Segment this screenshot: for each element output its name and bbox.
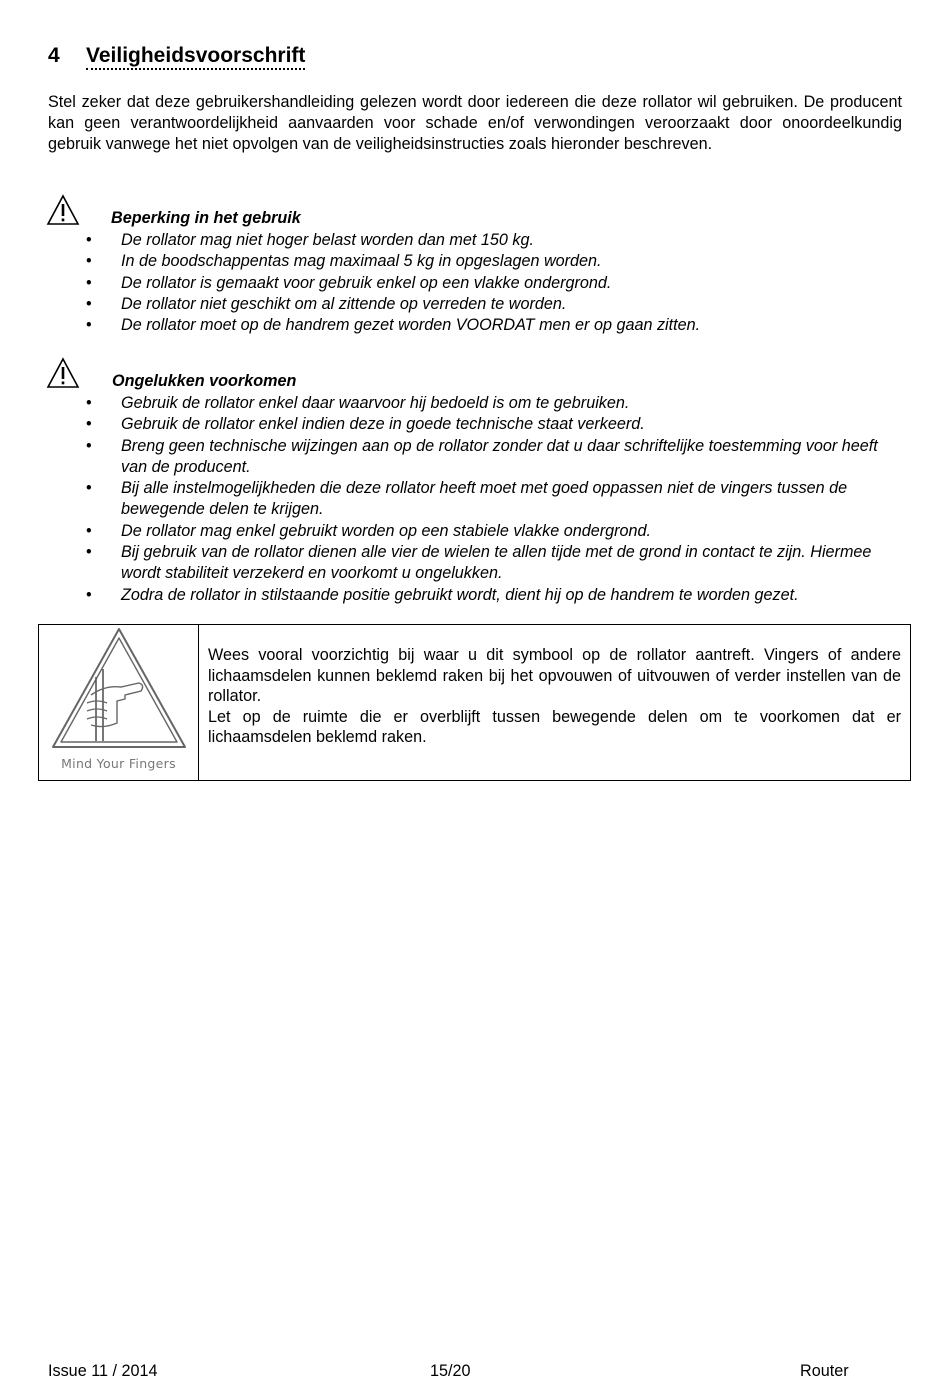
list-item: • De rollator moet op de handrem gezet worden VOORDAT men er op gaan zitten. [86,315,902,336]
list-item: • Gebruik de rollator enkel daar waarvoor hij bedoeld is om te gebruiken. [86,393,902,414]
intro-paragraph: Stel zeker dat deze gebruikershandleiding gelezen wordt door iedereen die deze rollator wil gebruiken. De producent kan geen verantwoordelijkheid aanvaarden voor schade en/of verwondingen veroorzaakt door onoordeelkundig gebruik vanwege het niet opvolgen van de veiligheidsinstructies zoals hieronder beschreven. [48,93,902,153]
notice-caption: Mind Your Fingers [61,756,176,771]
list-item: • In de boodschappentas mag maximaal 5 kg in opgeslagen worden. [86,251,902,272]
list-item: • De rollator niet geschikt om al zittende op verreden te worden. [86,294,902,315]
warning-triangle-icon [46,194,80,226]
list-item: • Gebruik de rollator enkel indien deze in goede technische staat verkeerd. [86,414,902,435]
section-title-beperking: Beperking in het gebruik [111,209,301,227]
mind-your-fingers-sign [39,625,199,780]
section-heading [48,44,305,68]
notice-text [199,625,910,780]
footer-issue: Issue 11 / 2014 [48,1362,158,1380]
list-item: • Zodra de rollator in stilstaande positie gebruikt wordt, dient hij op de handrem te worden gezet. [86,585,902,606]
section-number: 4 [48,44,60,67]
list-item: • Bij gebruik van de rollator dienen alle vier de wielen te allen tijde met de grond in contact te zijn. Hiermee wordt stabiliteit verzekerd en voorkomt u ongelukken. [86,542,902,585]
list-ongelukken [86,393,902,606]
list-item: • De rollator mag niet hoger belast worden dan met 150 kg. [86,230,902,251]
notice-box [38,624,911,781]
pinch-hazard-icon [47,625,191,753]
list-item: • Bij alle instelmogelijkheden die deze rollator heeft moet met goed oppassen niet de vingers tussen de bewegende delen te krijgen. [86,478,902,521]
list-beperking [86,230,902,336]
notice-paragraph: Let op de ruimte die er overblijft tussen bewegende delen om te voorkomen dat er lichaamsdelen beklemd raken. [208,707,901,746]
section-title: Veiligheidsvoorschrift [86,44,305,70]
warning-triangle-icon [46,357,80,389]
footer-page-number: 15/20 [430,1362,471,1380]
footer-brand: Router [800,1362,849,1380]
list-item: • Breng geen technische wijzingen aan op de rollator zonder dat u daar schriftelijke toestemming voor heeft van de producent. [86,436,902,479]
notice-paragraph: Wees vooral voorzichtig bij waar u dit symbool op de rollator aantreft. Vingers of andere lichaamsdelen kunnen beklemd raken bij het opvouwen of uitvouwen of verder instellen van de rollator. [208,646,901,705]
list-item: • De rollator mag enkel gebruikt worden op een stabiele vlakke ondergrond. [86,521,902,542]
list-item: • De rollator is gemaakt voor gebruik enkel op een vlakke ondergrond. [86,273,902,294]
section-title-ongelukken: Ongelukken voorkomen [112,372,297,390]
